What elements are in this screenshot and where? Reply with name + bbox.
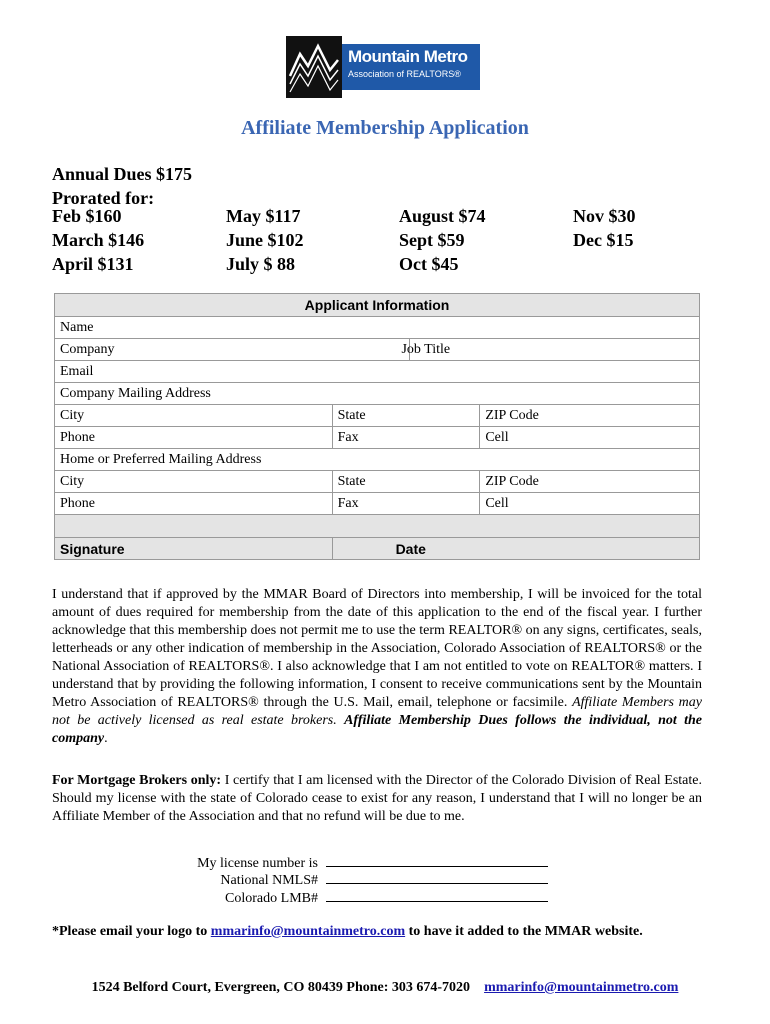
home-cell-field[interactable]: Cell: [480, 493, 700, 515]
company-field[interactable]: Company: [55, 339, 410, 361]
annual-dues-label: Annual Dues $175: [52, 164, 193, 184]
license-number-label: My license number is: [197, 856, 318, 871]
company-cell-field[interactable]: Cell: [480, 427, 700, 449]
logo-note-email-link[interactable]: mmarinfo@mountainmetro.com: [210, 924, 406, 939]
lmb-row: [186, 887, 548, 908]
mortgage-text: I certify that I am licensed with the Director of the Colorado Division of Real Estate. Should my license with the state of Colorado cease to exist for any reason, I understand that I will no longer be an Affiliate Member of the Association and that no refund will be due to me.: [52, 773, 702, 824]
license-number-line[interactable]: [326, 852, 548, 867]
company-zip-field[interactable]: ZIP Code: [480, 405, 700, 427]
email-field[interactable]: Email: [55, 361, 700, 383]
logo-subtitle: Association of REALTORS®: [348, 69, 461, 79]
dues-item: Feb $160: [52, 206, 122, 226]
lmb-label: Colorado LMB#: [225, 891, 318, 906]
agreement-text: I understand that if approved by the MMAR Board of Directors into membership, I will be invoiced for the total amount of dues required for membership from the date of this application to the end of the fiscal year. I further acknowledge that this membership does not permit me to use the term REALTOR® on any signs, certificates, seals, letterheads or any other indication of membership in the Association, Colorado Association of REALTORS® or the National Association of REALTORS®. I also acknowledge that I am not entitled to vote on REALTOR® matters. I understand that by providing the following information, I consent to receive communications sent by the Mountain Metro Association of REALTORS® through the U.S. Mail, email, telephone or facsimile.: [52, 587, 702, 710]
dues-column-4: [573, 204, 636, 252]
annual-dues: [52, 162, 192, 210]
applicant-information-form: [54, 293, 700, 560]
dues-item: Sept $59: [399, 230, 465, 250]
page-title: Affiliate Membership Application: [241, 117, 529, 139]
logo-name: Mountain Metro: [348, 47, 468, 66]
mortgage-lead: For Mortgage Brokers only:: [52, 773, 222, 788]
agreement-bold-italic: Affiliate Membership Dues follows the individual, not the company: [52, 713, 703, 746]
footer-address: 1524 Belford Court, Evergreen, CO 80439 Phone: 303 674-7020: [91, 980, 471, 995]
logo-note: [52, 924, 643, 940]
dues-item: Dec $15: [573, 230, 634, 250]
mortgage-broker-paragraph: [52, 772, 702, 826]
home-zip-field[interactable]: ZIP Code: [480, 471, 700, 493]
company-phone-field[interactable]: Phone: [55, 427, 333, 449]
date-field[interactable]: [332, 538, 699, 560]
nmls-label: National NMLS#: [220, 873, 318, 888]
dues-column-3: [399, 204, 486, 276]
dues-column-1: [52, 204, 144, 276]
dues-item: April $131: [52, 254, 134, 274]
dues-item: Nov $30: [573, 206, 636, 226]
signature-field[interactable]: Signature: [55, 538, 333, 560]
agreement-italic: Affiliate Members may not be actively licensed as real estate brokers.: [52, 695, 702, 728]
signature-area[interactable]: [55, 515, 700, 538]
date-label: Date: [395, 540, 426, 557]
home-phone-field[interactable]: Phone: [55, 493, 333, 515]
nmls-line[interactable]: [326, 869, 548, 884]
home-fax-field[interactable]: Fax: [332, 493, 480, 515]
logo-note-after: to have it added to the MMAR website.: [405, 924, 643, 939]
home-city-field[interactable]: City: [55, 471, 333, 493]
home-address-field[interactable]: Home or Preferred Mailing Address: [55, 449, 700, 471]
mountain-logo-icon: [286, 36, 342, 98]
lmb-line[interactable]: [326, 887, 548, 902]
company-state-field[interactable]: State: [332, 405, 480, 427]
company-city-field[interactable]: City: [55, 405, 333, 427]
dues-item: May $117: [226, 206, 301, 226]
organization-logo: [286, 36, 480, 98]
logo-note-before: *Please email your logo to: [52, 924, 211, 939]
dues-item: Oct $45: [399, 254, 459, 274]
home-state-field[interactable]: State: [332, 471, 480, 493]
dues-item: July $ 88: [226, 254, 296, 274]
job-title-field[interactable]: [401, 339, 700, 361]
dues-item: June $102: [226, 230, 304, 250]
company-fax-field[interactable]: Fax: [332, 427, 480, 449]
dues-item: August $74: [399, 206, 486, 226]
footer: [0, 980, 770, 996]
agreement-end: .: [104, 731, 108, 746]
footer-email-link[interactable]: mmarinfo@mountainmetro.com: [484, 980, 679, 995]
name-field[interactable]: Name: [55, 317, 700, 339]
dues-item: March $146: [52, 230, 145, 250]
prorated-label: Prorated for:: [52, 188, 155, 208]
job-title-label: Job Title: [401, 341, 451, 357]
agreement-paragraph: [52, 586, 702, 748]
company-address-field[interactable]: Company Mailing Address: [55, 383, 700, 405]
form-header: Applicant Information: [55, 294, 700, 317]
dues-column-2: [226, 204, 304, 276]
